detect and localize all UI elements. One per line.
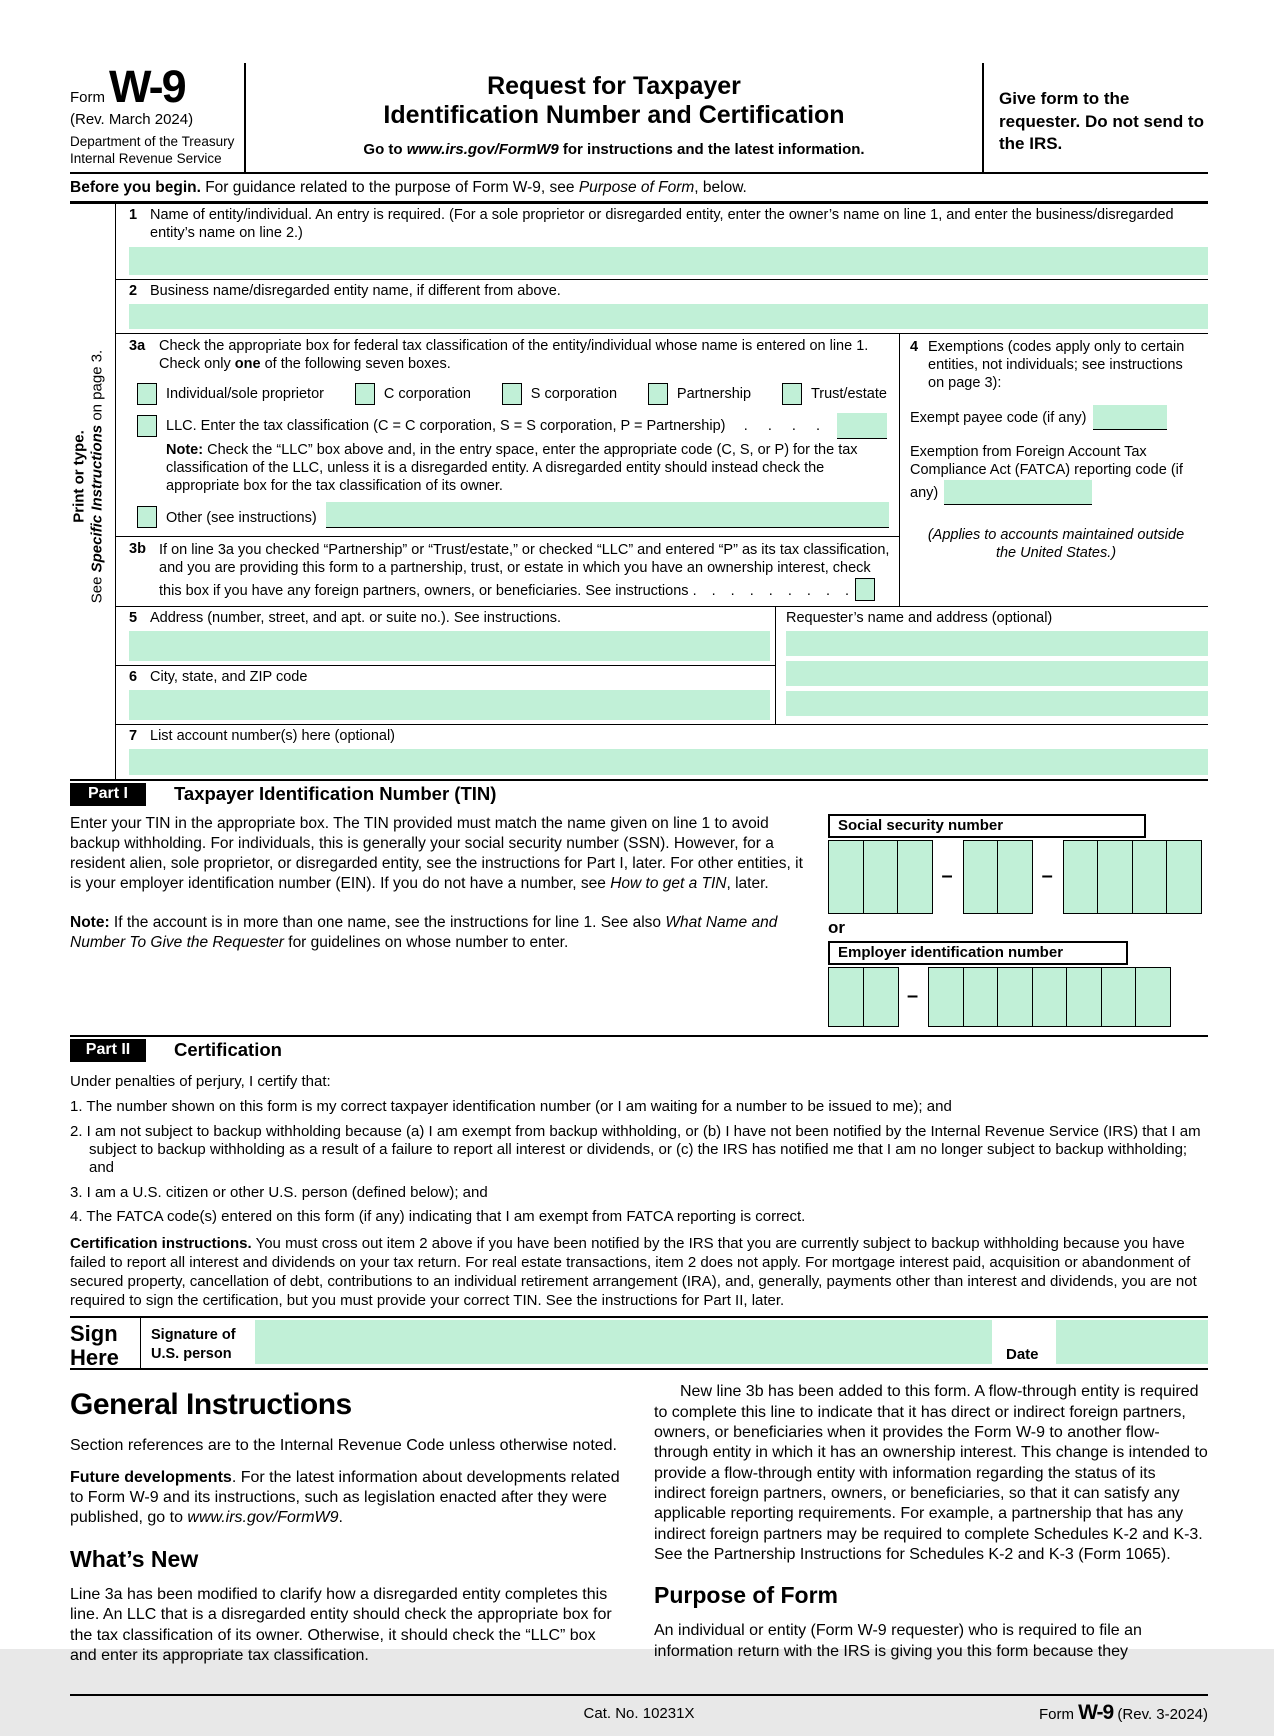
future-developments-paragraph — [70, 1468, 624, 1529]
llc-note-bold: Note: — [166, 441, 204, 458]
option-individual — [137, 383, 324, 405]
requester-input-3[interactable] — [786, 691, 1208, 716]
part2-body — [70, 1065, 1208, 1317]
ein-label-box: Employer identification number — [828, 941, 1128, 965]
ssn-dash-1: – — [941, 865, 953, 888]
line-3b-label-row — [129, 541, 891, 601]
sidebar-specific-instructions: Specific Instructions — [88, 424, 106, 573]
requester-input-2[interactable] — [786, 661, 1208, 686]
part2-badge: Part II — [70, 1039, 146, 1062]
line-6-label-row — [129, 669, 775, 687]
account-numbers-input[interactable] — [129, 749, 1208, 775]
ein-digit-4[interactable] — [963, 967, 999, 1027]
signature-label-line-1: Signature of — [151, 1327, 236, 1344]
ssn-boxes-row — [828, 840, 1208, 914]
s-corporation-checkbox[interactable] — [502, 383, 522, 405]
part2-title: Certification — [174, 1039, 282, 1061]
sign-here-label — [70, 1318, 140, 1368]
line-5-label-row — [129, 610, 775, 628]
goto-post: for instructions and the latest information. — [558, 141, 865, 158]
or-label: or — [828, 917, 845, 937]
whats-new-title: What’s New — [70, 1545, 199, 1572]
certification-item-4: 4. The FATCA code(s) entered on this form (if any) indicating that I am exempt from FATCA reporting is correct. — [70, 1207, 806, 1225]
ein-digit-5[interactable] — [997, 967, 1033, 1027]
requester-column — [776, 607, 1208, 724]
footer-revision: (Rev. 3-2024) — [1117, 1706, 1208, 1724]
signature-label — [141, 1318, 247, 1368]
part2-header — [70, 1035, 1208, 1065]
llc-label: LLC. Enter the tax classification (C = C corporation, S = S corporation, P = Partnership) — [166, 417, 726, 434]
exempt-payee-label: Exempt payee code (if any) — [910, 410, 1087, 427]
left-gutter — [70, 204, 115, 779]
ssn-digit-6[interactable] — [1063, 840, 1099, 914]
give-form-note: Give form to the requester. Do not send to the IRS. — [999, 89, 1204, 154]
line-6-section — [116, 666, 775, 724]
ssn-digit-5[interactable] — [997, 840, 1033, 914]
certification-instructions — [70, 1234, 1208, 1310]
sidebar-page: on page 3. — [88, 349, 106, 425]
future-developments-end: . — [338, 1509, 343, 1527]
classification-checkbox-row — [137, 383, 887, 405]
form-id-block — [70, 63, 246, 172]
trust-estate-checkbox[interactable] — [782, 383, 802, 405]
goto-url[interactable]: www.irs.gov/FormW9 — [406, 141, 559, 158]
line-1-number: 1 — [129, 207, 138, 224]
ein-boxes-row — [828, 967, 1208, 1027]
line-7-row — [116, 725, 1208, 779]
before-end: , below. — [694, 179, 747, 197]
requester-input-1[interactable] — [786, 631, 1208, 656]
department-lines — [70, 133, 236, 168]
ein-dash: – — [907, 985, 919, 1008]
line-6-label: City, state, and ZIP code — [150, 668, 308, 685]
page-footer — [70, 1694, 1208, 1736]
footer-form-word: Form — [1038, 1706, 1074, 1724]
tin-column — [818, 814, 1208, 1027]
part1-body — [70, 809, 1208, 1035]
name-input[interactable] — [129, 247, 1208, 275]
ein-digit-9[interactable] — [1135, 967, 1171, 1027]
ssn-group-1 — [828, 840, 932, 914]
line-4-number: 4 — [910, 338, 919, 355]
ein-digit-3[interactable] — [928, 967, 964, 1027]
form-title — [266, 72, 962, 130]
line-2-row — [116, 280, 1208, 334]
before-bold: Before you begin. — [70, 179, 201, 197]
line-2-label: Business name/disregarded entity name, if different from above. — [150, 282, 561, 299]
partnership-label: Partnership — [676, 385, 752, 402]
individual-checkbox[interactable] — [137, 383, 157, 405]
business-name-input[interactable] — [129, 304, 1208, 329]
line-5-number: 5 — [129, 609, 138, 626]
form-header — [70, 63, 1208, 174]
ein-group-1 — [828, 967, 897, 1027]
line-5-label: Address (number, street, and apt. or suite no.). See instructions. — [150, 609, 562, 626]
line-3a-text-pre: Check the appropriate box for federal tax classification of the entity/individual whose name is entered on line 1. Check only — [159, 337, 869, 372]
form-number-line — [70, 61, 236, 112]
signature-input[interactable] — [255, 1320, 992, 1364]
form-word: Form — [70, 89, 105, 106]
ein-digit-2[interactable] — [863, 967, 899, 1027]
future-developments-bold: Future developments — [70, 1468, 232, 1486]
sidebar-see-line — [88, 262, 106, 692]
instructions-right-column — [654, 1382, 1208, 1678]
ssn-digit-2[interactable] — [863, 840, 899, 914]
line-1-label: Name of entity/individual. An entry is required. (For a sole proprietor or disregarded entity, enter the owner’s name on line 1, and enter the business/disregarded entity’s name on line 2.) — [150, 207, 1174, 241]
part1-note-italic: What Name and Number To Give the Requester — [70, 914, 778, 952]
certification-item-3: 3. I am a U.S. citizen or other U.S. person (defined below); and — [70, 1183, 488, 1201]
instructions-section — [70, 1382, 1208, 1678]
line-1-label-row — [129, 207, 1208, 243]
line-4-column — [900, 334, 1208, 606]
ein-digit-1[interactable] — [828, 967, 864, 1027]
sign-here-row — [70, 1316, 1208, 1370]
llc-note — [166, 442, 891, 496]
before-mid: For guidance related to the purpose of Form W-9, see — [200, 179, 579, 197]
ein-digit-7[interactable] — [1066, 967, 1102, 1027]
ein-group-2 — [928, 967, 1170, 1027]
part1-text-column — [70, 814, 818, 1027]
certification-instructions-text: You must cross out item 2 above if you have been notified by the IRS that you are currently subject to backup withholding because you have failed to report all interest and dividends on your tax return. For real estate transactions, item 2 does not apply. For mortgage interest paid, acquisition or abandonment of secured property, cancellation of debt, contributions to an individual retirement arrangement (IRA), and, generally, payments other than interest and dividends, you are not required to sign the certification, but you must provide your correct TIN. See the instructions for Part II, later. — [70, 1235, 1197, 1310]
foreign-partners-checkbox[interactable] — [855, 578, 875, 601]
department-line-1: Department of the Treasury — [70, 133, 235, 149]
option-s-corporation — [502, 383, 617, 405]
line-2-number: 2 — [129, 282, 138, 299]
ssn-group-2 — [963, 840, 1032, 914]
option-partnership — [648, 383, 751, 405]
ssn-digit-7[interactable] — [1097, 840, 1133, 914]
part1-note-pre: If the account is in more than one name, see the instructions for line 1. See also — [109, 914, 666, 932]
option-c-corporation — [355, 383, 471, 405]
part1-title: Taxpayer Identification Number (TIN) — [174, 783, 497, 805]
before-you-begin — [70, 174, 1208, 204]
line-4-label-row — [910, 338, 1202, 392]
date-label: Date — [1006, 1346, 1039, 1364]
line-6-number: 6 — [129, 668, 138, 685]
llc-checkbox[interactable] — [137, 415, 157, 437]
future-developments-mid: . For the latest information about developments related to Form W-9 and its instructions, such as legislation enacted after they were published, go to — [70, 1468, 620, 1527]
s-corporation-label: S corporation — [530, 385, 618, 402]
city-state-zip-input[interactable] — [129, 690, 770, 720]
goto-pre: Go to — [363, 141, 407, 158]
individual-label: Individual/sole proprietor — [166, 385, 324, 402]
requester-label: Requester’s name and address (optional) — [786, 609, 1053, 626]
future-developments-url[interactable]: www.irs.gov/FormW9 — [187, 1509, 339, 1527]
line-3a-text-post: of the following seven boxes. — [260, 355, 451, 372]
option-trust-estate — [782, 383, 887, 405]
llc-row — [137, 413, 887, 439]
part1-badge: Part I — [70, 783, 146, 806]
llc-note-text: Check the “LLC” box above and, in the entry space, enter the appropriate code (C, S, or P) for the tax classification of the LLC, unless it is a disregarded entity. A disregarded entity should instead check the appropriate box for the tax classification of its owner. — [166, 441, 858, 494]
line-3-column — [116, 334, 900, 606]
line-3b-paragraph: New line 3b has been added to this form. A flow-through entity is required to complete this line to indicate that it has direct or indirect foreign partners, owners, or beneficiaries when it provides the Form W-9 to another flow-through entity in which it has an ownership interest. This change is intended to provide a flow-through entity with information regarding the status of its indirect foreign partners, owners, or beneficiaries, so that it can satisfy any applicable reporting requirements. For example, a partnership that has any indirect foreign partners may be required to complete Schedules K-2 and K-3. See the Partnership Instructions for Schedules K-2 and K-3 (Form 1065). — [654, 1383, 1208, 1563]
certification-intro: Under penalties of perjury, I certify that: — [70, 1072, 331, 1090]
ssn-digit-3[interactable] — [897, 840, 933, 914]
other-input[interactable] — [326, 502, 889, 528]
footer-form-id — [1039, 1701, 1208, 1725]
ein-digit-8[interactable] — [1101, 967, 1137, 1027]
footer-form-number: W-9 — [1078, 1701, 1114, 1725]
line-5-section — [116, 607, 775, 666]
sign-word: Sign — [70, 1321, 118, 1347]
llc-dot-leaders: . . . . — [743, 417, 820, 434]
form-title-line-1: Request for Taxpayer — [487, 72, 741, 100]
general-instructions-title: General Instructions — [70, 1388, 352, 1422]
line-7-label-row — [129, 728, 1208, 746]
line-3-4-row — [116, 334, 1208, 607]
exempt-payee-row — [910, 405, 1202, 430]
exempt-payee-code-input[interactable] — [1093, 405, 1167, 430]
fields-grid — [115, 204, 1208, 779]
goto-line — [266, 141, 962, 158]
line-3a-text-bold: one — [234, 355, 261, 372]
line-3a-label — [159, 338, 891, 374]
ssn-dash-2: – — [1041, 865, 1053, 888]
here-word: Here — [70, 1344, 119, 1370]
instructions-left-column — [70, 1382, 624, 1678]
other-checkbox[interactable] — [137, 506, 157, 528]
line-2-label-row — [129, 283, 1208, 301]
line-3a-number: 3a — [129, 337, 146, 354]
address-input[interactable] — [129, 631, 770, 661]
line-3b-section — [116, 537, 899, 606]
print-or-type-sidebar — [71, 262, 116, 692]
purpose-of-form-title: Purpose of Form — [654, 1582, 839, 1609]
ein-digit-6[interactable] — [1032, 967, 1068, 1027]
part1-header — [70, 779, 1208, 809]
form-fields-section — [70, 204, 1208, 779]
ssn-digit-9[interactable] — [1166, 840, 1202, 914]
line-3b-number: 3b — [129, 540, 146, 557]
part1-note-bold: Note: — [70, 914, 110, 932]
certification-item-2: 2. I am not subject to backup withholding because (a) I am exempt from backup withholding, or (b) I have not been notified by the Internal Revenue Service (IRS) that I am subject to backup withholding as a result of a failure to report all interest or dividends, or (c) the IRS has notified me that I am no longer subject to backup withholding; and — [70, 1122, 1201, 1177]
part1-paragraph-post: , later. — [726, 875, 769, 893]
ssn-group-3 — [1063, 840, 1201, 914]
certification-instructions-bold: Certification instructions. — [70, 1235, 252, 1253]
line-3b-dot-leaders: . . . . . . . . . — [692, 582, 850, 599]
fatca-label: Exemption from Foreign Account Tax Compliance Act (FATCA) reporting code (if any) — [910, 444, 1183, 501]
applies-note: (Applies to accounts maintained outside the United States.) — [927, 526, 1185, 561]
line-7-number: 7 — [129, 727, 138, 744]
ssn-digit-1[interactable] — [828, 840, 864, 914]
form-revision: (Rev. March 2024) — [70, 110, 194, 128]
purpose-of-form-paragraph: An individual or entity (Form W-9 requester) who is required to file an information return with the IRS is giving you this form because they — [654, 1622, 1142, 1660]
ssn-digit-4[interactable] — [963, 840, 999, 914]
llc-code-input[interactable] — [837, 413, 887, 439]
sidebar-see: See — [88, 572, 106, 604]
department-line-2: Internal Revenue Service — [70, 150, 222, 166]
partnership-checkbox[interactable] — [648, 383, 668, 405]
date-input[interactable] — [1056, 1320, 1208, 1364]
line-5-6-row — [116, 607, 1208, 725]
line-3a-label-row — [129, 338, 891, 374]
part1-note-post: for guidelines on whose number to enter. — [283, 934, 569, 952]
line-7-label: List account number(s) here (optional) — [150, 727, 396, 744]
ssn-digit-8[interactable] — [1132, 840, 1168, 914]
c-corporation-label: C corporation — [383, 385, 471, 402]
before-italic: Purpose of Form — [578, 179, 695, 197]
c-corporation-checkbox[interactable] — [355, 383, 375, 405]
form-title-line-2: Identification Number and Certification — [383, 101, 845, 129]
part1-note — [70, 913, 818, 953]
form-number: W-9 — [109, 61, 185, 112]
catalog-number: Cat. No. 10231X — [583, 1705, 695, 1723]
line-4-label: Exemptions (codes apply only to certain entities, not individuals; see instructions on page 3): — [928, 338, 1185, 392]
address-column — [116, 607, 776, 724]
form-title-block — [246, 63, 984, 172]
certification-item-1: 1. The number shown on this form is my correct taxpayer identification number (or I am waiting for a number to be issued to me); and — [70, 1098, 952, 1116]
part1-paragraph-italic: How to get a TIN — [610, 875, 727, 893]
line-3a-section — [116, 334, 899, 537]
trust-estate-label: Trust/estate — [810, 385, 887, 402]
part1-paragraph — [70, 814, 818, 895]
fatca-row — [910, 443, 1202, 504]
other-label: Other (see instructions) — [166, 509, 317, 526]
section-references-paragraph: Section references are to the Internal Revenue Code unless otherwise noted. — [70, 1436, 617, 1454]
line-3b-text: If on line 3a you checked “Partnership” or “Trust/estate,” or checked “LLC” and entered “P” as its tax classification, and you are providing this form to a partnership, trust, or estate in which you have an ownership interest, check this box if you have any foreign partners, owners, or beneficiaries. See instructions — [159, 541, 890, 599]
sidebar-bold-line: Print or type. — [70, 430, 88, 523]
other-row — [137, 502, 889, 528]
whats-new-paragraph: Line 3a has been modified to clarify how a disregarded entity completes this line. An LLC that is a disregarded entity should check the appropriate box for the tax classification of its owner. Otherwise, it should check the “LLC” box and enter its appropriate tax classification. — [70, 1585, 612, 1664]
ssn-label-box: Social security number — [828, 814, 1146, 838]
line-1-row — [116, 204, 1208, 280]
line-3b-label — [159, 541, 891, 601]
signature-label-line-2: U.S. person — [151, 1345, 232, 1362]
fatca-code-input[interactable] — [944, 480, 1092, 505]
part1-paragraph-pre: Enter your TIN in the appropriate box. The TIN provided must match the name given on line 1 to avoid backup withholding. For individuals, this is generally your social security number (SSN). However, for a resident alien, sole proprietor, or disregarded entity, see the instructions for Part I, later. For other entities, it is your employer identification number (EIN). If you do not have a number, see — [70, 814, 803, 893]
